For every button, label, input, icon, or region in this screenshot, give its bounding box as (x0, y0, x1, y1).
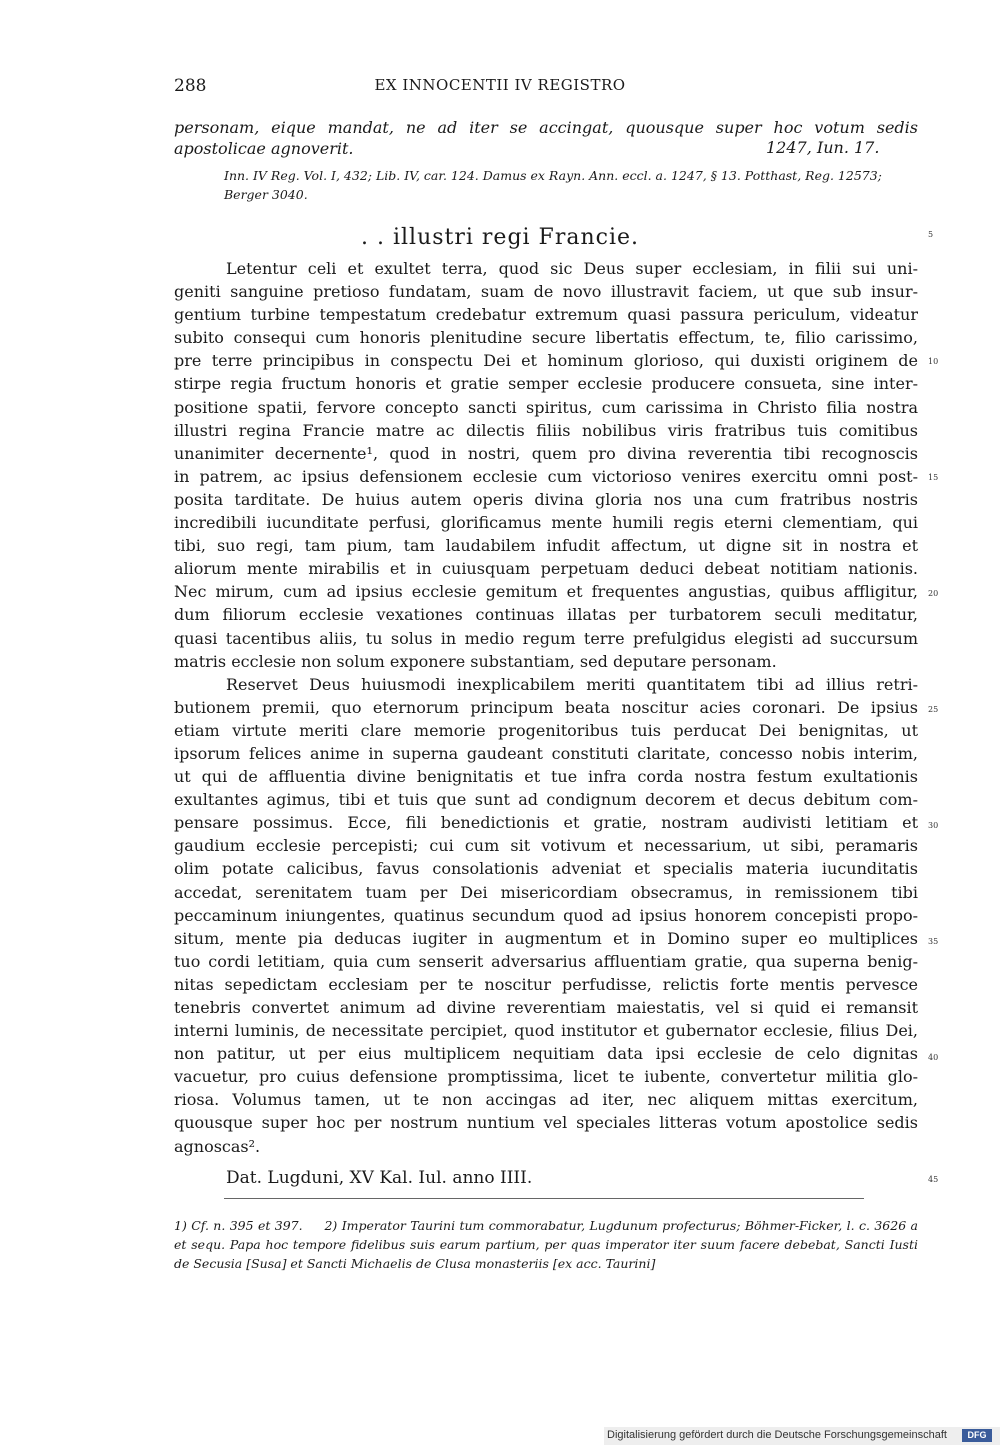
line-number: 30 (928, 821, 939, 830)
letter-line: agnoscas². (174, 1136, 261, 1156)
letter-line: peccaminum iniungentes, quatinus secundum quod ad ipsius honorem concepisti propo- (174, 905, 918, 925)
funding-note: Digitalisierung gefördert durch die Deutsche Forschungsgemeinschaft (607, 1429, 947, 1441)
letter-heading: . . illustri regi Francie. (360, 225, 639, 250)
line-number: 15 (928, 473, 939, 482)
footnote-1: 1) Cf. n. 395 et 397. (174, 1218, 303, 1233)
footnote-divider (224, 1198, 864, 1199)
letter-line: pre terre principibus in conspectu Dei et hominum glorioso, qui duxisti originem de (174, 351, 918, 371)
line-number: 40 (928, 1053, 939, 1062)
footnote-2: 2) Imperator Taurini tum commorabatur, Lugdunum profecturus; Böhmer-Ficker, l. c. 3626 a et sequ. Papa hoc tempore fidelibus suis earum partium, per quas imperator iter suum facere debebat, Sancti Iusti de Secusia [Susa] et Sancti Michaelis de Clusa monasteriis [ex acc. Taurini] (174, 1218, 918, 1271)
letter-line: situm, mente pia deducas iugiter in augmentum et in Domino super eo multiplices (174, 928, 918, 948)
letter-body (174, 257, 918, 1158)
letter-line: non patitur, ut per eius multiplicem nequitiam data ipsi ecclesie de celo dignitas (174, 1044, 918, 1064)
line-number: 5 (928, 230, 934, 239)
letter-line: nitas sepedictam ecclesiam per te noscitur perfudisse, relictis forte mentis pervesce (174, 974, 918, 994)
line-number: 25 (928, 705, 939, 714)
previous-letter-date: 1247, Iun. 17. (766, 138, 880, 157)
letter-line: in patrem, ac ipsius defensionem ecclesie cum victorioso venires exercitu omni post- (174, 466, 918, 486)
letter-line: gentium turbine tempestatum credebatur extremum quasi passura periculum, videatur (174, 305, 918, 325)
line-number: 35 (928, 937, 939, 946)
letter-line: butionem premii, quo eternorum principum beata noscitur acies coronari. De ipsius (174, 697, 918, 717)
letter-line: matris ecclesie non solum exponere substantiam, sed deputare personam. (174, 651, 777, 671)
letter-line: olim potate calicibus, favus consolationis adveniat et specialis materia iucunditatis (174, 859, 918, 879)
letter-line: Letentur celi et exultet terra, quod sic Deus super ecclesiam, in filii sui uni- (226, 259, 918, 278)
letter-line: quasi tacentibus aliis, tu solus in medio regum terre prefulgidus elegisti ad succursum (174, 628, 918, 648)
letter-line: aliorum mente mirabilis et in cuiusquam perpetuam deduci debeat notitiam nationis. (174, 559, 918, 579)
letter-line: exultantes agimus, tibi et tuis que sunt ad condignum decorem et decus debitum com- (174, 790, 918, 810)
letter-line: riosa. Volumus tamen, ut te non accingas ad iter, nec aliquem mittas exercitum, (174, 1090, 918, 1110)
letter-dating: Dat. Lugduni, XV Kal. Iul. anno IIII. (226, 1168, 533, 1188)
previous-letter-citation: Inn. IV Reg. Vol. I, 432; Lib. IV, car. 124. Damus ex Rayn. Ann. eccl. a. 1247, § 13. Potthast, Reg. 12573; Berger 3040. (224, 168, 882, 202)
letter-line: subito consequi cum honoris plenitudine secure libertatis effectum, te, filio carissimo, (174, 328, 918, 348)
letter-line: tibi, suo regi, tam pium, tam laudabilem infudit affectum, ut digne sit in nostra et (174, 536, 918, 556)
letter-line: Reservet Deus huiusmodi inexplicabilem meriti quantitatem tibi ad illius retri- (226, 674, 918, 694)
letter-line: geniti sanguine pretioso fundatam, suam de novo illustravit faciem, ut que sub insur- (174, 282, 918, 302)
letter-line: unanimiter decernente¹, quod in nostri, quem pro divina reverentia tibi recognoscis (174, 443, 918, 463)
letter-line: etiam virtute meriti clare memorie progenitoribus tuis perducat Dei benignitas, ut (174, 720, 918, 740)
letter-line: ipsorum felices anime in superna gaudeant constituti claritate, concesso nobis interim, (174, 743, 918, 763)
page-number: 288 (174, 76, 207, 96)
letter-line: quousque super hoc per nostrum nuntium vel speciales litteras votum apostolice sedis (174, 1113, 918, 1133)
letter-line: posita tarditate. De huius autem operis divina gloria nos una cum fratribus nostris (174, 489, 918, 509)
line-number: 10 (928, 357, 939, 366)
line-number: 20 (928, 589, 939, 598)
letter-line: pensare possimus. Ecce, fili benedictionis et gratie, nostram audivisti letitiam et (174, 813, 918, 833)
letter-line: illustri regina Francie matre ac dilectis filiis nobilibus viris fratribus tuis comitibus (174, 420, 918, 440)
line-number: 45 (928, 1175, 939, 1184)
letter-line: gaudium ecclesie percepisti; cui cum sit votivum et necessarium, ut sibi, peramaris (174, 836, 918, 856)
letter-line: dum filiorum ecclesie vexationes continuas illatas per turbatorem seculi meditatur, (174, 605, 918, 625)
letter-line: tuo cordi letitiam, quia cum senserit adversarius affluentiam gratie, qua superna benig- (174, 951, 918, 971)
footnotes (174, 1216, 918, 1273)
letter-line: accedat, serenitatem tuam per Dei misericordiam obsecramus, in remissionem tibi (174, 882, 918, 902)
previous-letter-text: personam, eique mandat, ne ad iter se accingat, quousque super hoc votum sedis apostolicae agnoverit. (174, 118, 918, 158)
letter-line: Nec mirum, cum ad ipsius ecclesie gemitum et frequentes angustias, quibus affligitur, (174, 582, 918, 602)
running-title: EX INNOCENTII IV REGISTRO (374, 76, 626, 94)
letter-line: ut qui de affluentia divine benignitatis et tue infra corda nostra festum exultationis (174, 767, 918, 787)
dfg-logo: DFG (962, 1429, 992, 1442)
letter-line: stirpe regia fructum honoris et gratie semper ecclesie producere consueta, sine inter- (174, 374, 918, 394)
letter-line: positione spatii, fervore concepto sancti spiritus, cum carissima in Christo filia nostra (174, 397, 918, 417)
letter-line: incredibili iucunditate perfusi, glorificamus mente humili regis eterni clementiam, qui (174, 513, 918, 533)
letter-line: vacuetur, pro cuius defensione promptissima, licet te iubente, convertetur militia glo- (174, 1067, 918, 1087)
letter-line: interni luminis, de necessitate percipiet, quod institutor et gubernator ecclesie, filius Dei, (174, 1021, 918, 1041)
letter-line: tenebris convertet animum ad divine reverentiam maiestatis, vel si quid ei remansit (174, 998, 918, 1017)
